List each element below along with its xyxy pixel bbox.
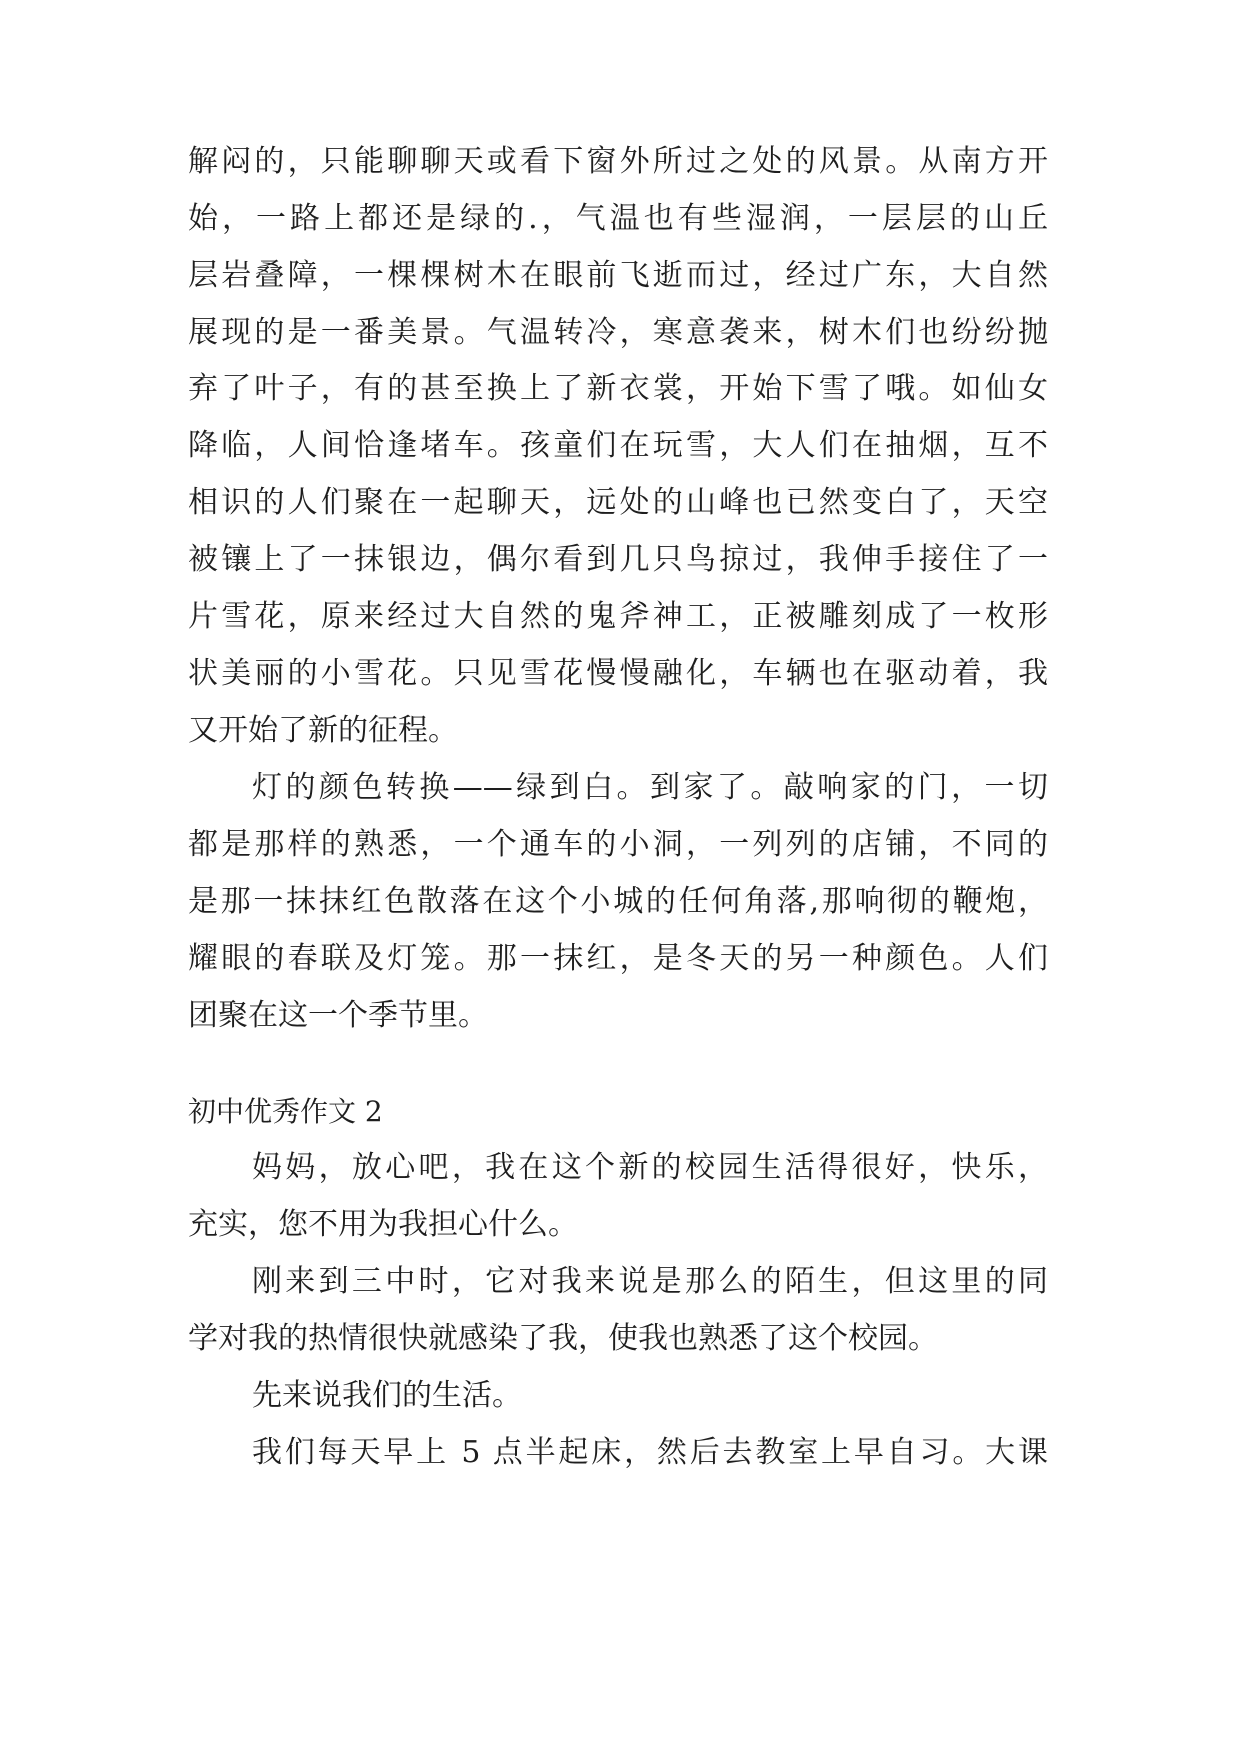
text-line: 刚来到三中时，它对我来说是那么的陌生，但这里的同	[252, 1264, 1048, 1299]
text-line: 相识的人们聚在一起聊天，远处的山峰也已然变白了，天空	[188, 485, 1048, 520]
text-line: 片雪花，原来经过大自然的鬼斧神工，正被雕刻成了一枚形	[188, 599, 1048, 634]
text-line: 我们每天早上 5 点半起床，然后去教室上早自习。大课	[252, 1435, 1048, 1470]
text-line: 团聚在这一个季节里。	[188, 998, 488, 1033]
essay-heading: 初中优秀作文 2	[188, 1095, 383, 1128]
text-line: 灯的颜色转换——绿到白。到家了。敲响家的门，一切	[252, 770, 1048, 805]
text-line: 被镶上了一抹银边，偶尔看到几只鸟掠过，我伸手接住了一	[188, 542, 1048, 577]
text-line: 耀眼的春联及灯笼。那一抹红，是冬天的另一种颜色。人们	[188, 941, 1048, 976]
text-line: 妈妈，放心吧，我在这个新的校园生活得很好，快乐，	[252, 1150, 1048, 1185]
text-line: 先来说我们的生活。	[252, 1378, 522, 1413]
text-line: 是那一抹抹红色散落在这个小城的任何角落,那响彻的鞭炮，	[188, 884, 1048, 919]
text-line: 学对我的热情很快就感染了我，使我也熟悉了这个校园。	[188, 1321, 938, 1356]
text-line: 始，一路上都还是绿的.，气温也有些湿润，一层层的山丘	[188, 201, 1048, 236]
text-line: 都是那样的熟悉，一个通车的小洞，一列列的店铺，不同的	[188, 827, 1048, 862]
text-line: 层岩叠障，一棵棵树木在眼前飞逝而过，经过广东，大自然	[188, 258, 1048, 293]
text-line: 充实，您不用为我担心什么。	[188, 1207, 578, 1242]
text-line: 状美丽的小雪花。只见雪花慢慢融化，车辆也在驱动着，我	[188, 656, 1048, 691]
text-line: 解闷的，只能聊聊天或看下窗外所过之处的风景。从南方开	[188, 144, 1048, 179]
text-line: 展现的是一番美景。气温转冷，寒意袭来，树木们也纷纷抛	[188, 315, 1048, 350]
text-line: 又开始了新的征程。	[188, 713, 458, 748]
text-line: 弃了叶子，有的甚至换上了新衣裳，开始下雪了哦。如仙女	[188, 371, 1048, 406]
text-line: 降临，人间恰逢堵车。孩童们在玩雪，大人们在抽烟，互不	[188, 428, 1048, 463]
